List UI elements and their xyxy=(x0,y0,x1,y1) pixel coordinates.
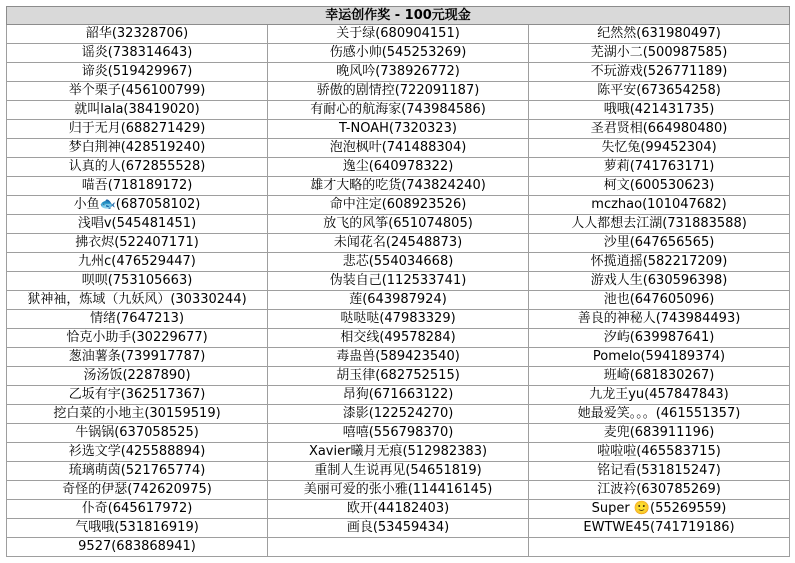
table-cell: 沙里(647656565) xyxy=(529,234,790,253)
table-cell: 昂狗(671663122) xyxy=(268,386,529,405)
table-cell: 狱神袖，炼域（九妖风）(30330244) xyxy=(7,291,268,310)
table-cell: 人人都想去江湖(731883588) xyxy=(529,215,790,234)
table-cell: 嘻嘻(556798370) xyxy=(268,424,529,443)
table-row xyxy=(7,63,790,82)
table-cell: 关于绿(680904151) xyxy=(268,25,529,44)
table-cell: 欧开(44182403) xyxy=(268,500,529,519)
table-cell: 失忆兔(99452304) xyxy=(529,139,790,158)
table-cell: T-NOAH(7320323) xyxy=(268,120,529,139)
table-cell: mczhao(101047682) xyxy=(529,196,790,215)
table-row xyxy=(7,519,790,538)
table-cell: 泡泡枫叶(741488304) xyxy=(268,139,529,158)
table-title: 幸运创作奖 - 100元现金 xyxy=(7,7,790,25)
title-row xyxy=(7,7,790,25)
table-row xyxy=(7,139,790,158)
table-cell: 陈平安(673654258) xyxy=(529,82,790,101)
table-row xyxy=(7,405,790,424)
table-cell: 仆奇(645617972) xyxy=(7,500,268,519)
table-cell: 乙坂有宇(362517367) xyxy=(7,386,268,405)
table-body xyxy=(7,25,790,557)
table-cell: 毒蛊兽(589423540) xyxy=(268,348,529,367)
table-cell: 气哦哦(531816919) xyxy=(7,519,268,538)
table-cell: 游戏人生(630596398) xyxy=(529,272,790,291)
table-row xyxy=(7,538,790,557)
table-cell: 骄傲的剧情控(722091187) xyxy=(268,82,529,101)
table-row xyxy=(7,443,790,462)
table-cell: EWTWE45(741719186) xyxy=(529,519,790,538)
table-cell: 有耐心的航海家(743984586) xyxy=(268,101,529,120)
table-cell: 呗呗(753105663) xyxy=(7,272,268,291)
table-row xyxy=(7,481,790,500)
table-cell: 画良(53459434) xyxy=(268,519,529,538)
table-cell: 认真的人(672855528) xyxy=(7,158,268,177)
table-cell: 归于无月(688271429) xyxy=(7,120,268,139)
table-cell: 晚风吟(738926772) xyxy=(268,63,529,82)
table-cell: 恰克小助手(30229677) xyxy=(7,329,268,348)
table-row xyxy=(7,272,790,291)
table-cell: 未闻花名(24548873) xyxy=(268,234,529,253)
table-row xyxy=(7,310,790,329)
table-cell: 池也(647605096) xyxy=(529,291,790,310)
table-row xyxy=(7,253,790,272)
table-cell: 梦白荆神(428519240) xyxy=(7,139,268,158)
table-cell: 不玩游戏(526771189) xyxy=(529,63,790,82)
table-cell: 相交线(49578284) xyxy=(268,329,529,348)
table-cell: 芜湖小二(500987585) xyxy=(529,44,790,63)
table-cell: 悲芯(554034668) xyxy=(268,253,529,272)
table-cell: 九州c(476529447) xyxy=(7,253,268,272)
table-cell: 汤汤饭(2287890) xyxy=(7,367,268,386)
table-row xyxy=(7,177,790,196)
table-cell: 命中注定(608923526) xyxy=(268,196,529,215)
table-cell: 小鱼🐟(687058102) xyxy=(7,196,268,215)
table-cell: 谛炎(519429967) xyxy=(7,63,268,82)
table-cell: 柯文(600530623) xyxy=(529,177,790,196)
table-cell: 挖白菜的小地主(30159519) xyxy=(7,405,268,424)
table-row xyxy=(7,196,790,215)
table-row xyxy=(7,215,790,234)
table-cell: 情绪(7647213) xyxy=(7,310,268,329)
table-cell: 伤感小帅(545253269) xyxy=(268,44,529,63)
table-cell: 美丽可爱的张小雅(114416145) xyxy=(268,481,529,500)
table-cell xyxy=(268,538,529,557)
table-cell: 善良的神秘人(743984493) xyxy=(529,310,790,329)
winners-table xyxy=(6,6,790,557)
table-row xyxy=(7,386,790,405)
table-row xyxy=(7,101,790,120)
table-row xyxy=(7,348,790,367)
table-cell: 圣君贤相(664980480) xyxy=(529,120,790,139)
table-row xyxy=(7,82,790,101)
table-cell: 谣炎(738314643) xyxy=(7,44,268,63)
table-row xyxy=(7,44,790,63)
table-cell: 铭记看(531815247) xyxy=(529,462,790,481)
table-cell: 衫选文学(425588894) xyxy=(7,443,268,462)
table-cell: 放飞的风筝(651074805) xyxy=(268,215,529,234)
table-cell: 举个栗子(456100799) xyxy=(7,82,268,101)
table-cell: 江波衿(630785269) xyxy=(529,481,790,500)
table-cell: 就叫lala(38419020) xyxy=(7,101,268,120)
table-cell: 喵吾(718189172) xyxy=(7,177,268,196)
table-cell: Super 🙂(55269559) xyxy=(529,500,790,519)
table-cell: 逸尘(640978322) xyxy=(268,158,529,177)
table-cell: 漆影(122524270) xyxy=(268,405,529,424)
table-cell: 莲(643987924) xyxy=(268,291,529,310)
table-row xyxy=(7,120,790,139)
table-cell: 牛锅锅(637058525) xyxy=(7,424,268,443)
table-cell: 拂衣烬(522407171) xyxy=(7,234,268,253)
table-cell: 九龙王yu(457847843) xyxy=(529,386,790,405)
table-cell: 萝莉(741763171) xyxy=(529,158,790,177)
table-cell: 葱油薯条(739917787) xyxy=(7,348,268,367)
table-cell: Xavier曦月无痕(512982383) xyxy=(268,443,529,462)
table-cell: 哦哦(421431735) xyxy=(529,101,790,120)
table-cell: 雄才大略的吃货(743824240) xyxy=(268,177,529,196)
table-cell: 韶华(32328706) xyxy=(7,25,268,44)
table-cell: 9527(683868941) xyxy=(7,538,268,557)
table-cell: 奇怪的伊瑟(742620975) xyxy=(7,481,268,500)
table-cell: 重制人生说再见(54651819) xyxy=(268,462,529,481)
table-row xyxy=(7,291,790,310)
table-row xyxy=(7,500,790,519)
table-cell: 啦啦啦(465583715) xyxy=(529,443,790,462)
table-cell: 班崎(681830267) xyxy=(529,367,790,386)
table-row xyxy=(7,234,790,253)
table-cell: 她最爱笑。。。(461551357) xyxy=(529,405,790,424)
table-cell: 伪装自己(112533741) xyxy=(268,272,529,291)
table-row xyxy=(7,329,790,348)
table-row xyxy=(7,367,790,386)
table-cell: 琉璃萌茵(521765774) xyxy=(7,462,268,481)
table-cell: 怀揽逍摇(582217209) xyxy=(529,253,790,272)
table-cell: 汐屿(639987641) xyxy=(529,329,790,348)
table-cell: 纪然然(631980497) xyxy=(529,25,790,44)
table-row xyxy=(7,462,790,481)
table-cell xyxy=(529,538,790,557)
table-cell: 哒哒哒(47983329) xyxy=(268,310,529,329)
table-row xyxy=(7,158,790,177)
table-cell: 浅唱v(545481451) xyxy=(7,215,268,234)
table-cell: 胡玉律(682752515) xyxy=(268,367,529,386)
table-cell: 麦兜(683911196) xyxy=(529,424,790,443)
table-cell: Pomelo(594189374) xyxy=(529,348,790,367)
table-row xyxy=(7,424,790,443)
table-row xyxy=(7,25,790,44)
